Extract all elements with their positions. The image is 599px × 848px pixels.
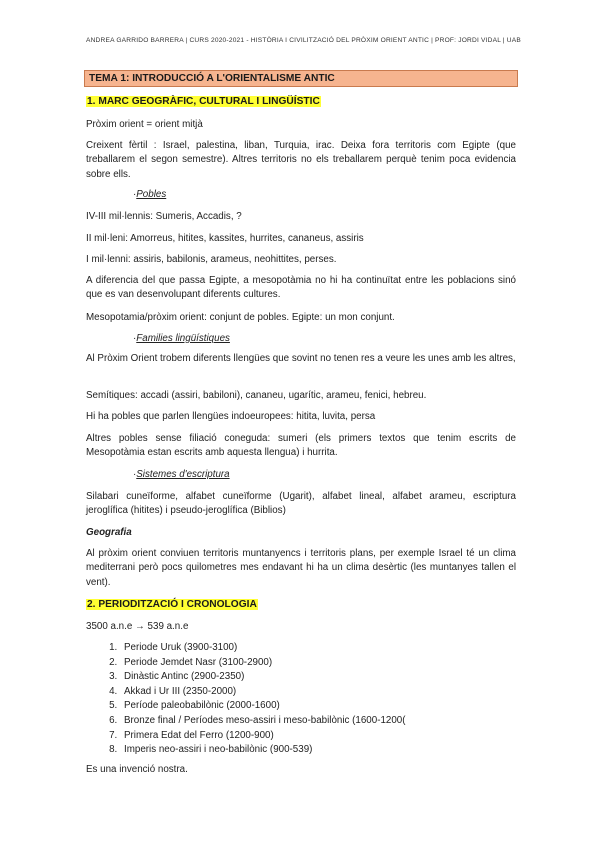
- subheading-pobles: [133, 189, 166, 200]
- subheading-sistemes-label: Sistemes d'escriptura: [136, 469, 230, 480]
- subheading-bullet: ·: [133, 469, 137, 480]
- list-item: 3. Dinàstic Antinc (2900-2350): [120, 670, 406, 685]
- section2-title: 2. PERIODITZACIÓ I CRONOLOGIA: [87, 599, 257, 610]
- paragraph-iv-iii-millennis: IV-III mil·lennis: Sumeris, Accadis, ?: [86, 211, 242, 222]
- paragraph-creixent-fertil: Creixent fèrtil : Israel, palestina, liban, Turquia, irac. Deixa fora territoris com Egipte (que treballarem el segon semestre). Altres territoris no els treballarem perquè tenim poca evidencia sobre ells.: [86, 140, 516, 180]
- tema-title-box: [84, 70, 518, 87]
- page-header: ANDREA GARRIDO BARRERA | CURS 2020-2021 - HISTÒRIA I CIVILITZACIÓ DEL PRÒXIM ORIENT ANTIC | PROF: JORDI VIDAL | UAB: [86, 37, 521, 44]
- paragraph-proxim-orient: Pròxim orient = orient mitjà: [86, 119, 203, 130]
- list-item: 4. Akkad i Ur III (2350-2000): [120, 685, 406, 700]
- subheading-families: [133, 333, 230, 344]
- subheading-families-label: Families lingüístiques: [136, 333, 230, 344]
- paragraph-silabari: Silabari cuneïforme, alfabet cuneïforme (Ugarit), alfabet lineal, alfabet arameu, escriptura jeroglífica (hitites) i pseudo-jeroglífica (Biblios): [86, 491, 516, 517]
- paragraph-mesopotamia: Mesopotamia/pròxim orient: conjunt de pobles. Egipte: un mon conjunt.: [86, 312, 395, 323]
- paragraph-geografia: Al pròxim orient conviuen territoris muntanyencs i territoris plans, per exemple Israel té un clima mediterrani però pocs quilometres mes endavant hi ha un clima desèrtic (les muntanyes tallen el vent).: [86, 548, 516, 588]
- paragraph-llengues: Al Pròxim Orient trobem diferents llengües que sovint no tenen res a veure les unes amb les altres,: [86, 353, 516, 364]
- list-item: 2. Periode Jemdet Nasr (3100-2900): [120, 656, 406, 671]
- subheading-sistemes: [133, 469, 230, 480]
- section1-title: 1. MARC GEOGRÀFIC, CULTURAL I LINGÜÍSTIC: [87, 96, 320, 107]
- subheading-bullet: ·: [133, 189, 137, 200]
- paragraph-i-millenni: I mil·lenni: assiris, babilonis, arameus, neohittites, perses.: [86, 254, 337, 265]
- tema-title: TEMA 1: INTRODUCCIÓ A L'ORIENTALISME ANTIC: [89, 72, 335, 84]
- list-item: 6. Bronze final / Períodes meso-assiri i meso-babilònic (1600-1200(: [120, 714, 406, 729]
- paragraph-altres-pobles: Altres pobles sense filiació coneguda: sumeri (els primers textos que tenim escrits de Mesopotàmia estan escrits amb aquesta llengua) i hurrita.: [86, 433, 516, 459]
- subheading-pobles-label: Pobles: [136, 189, 167, 200]
- subheading-bullet: ·: [133, 333, 137, 344]
- paragraph-invencio: Es una invenció nostra.: [86, 764, 188, 775]
- periods-list: [104, 641, 406, 758]
- list-item: 1. Periode Uruk (3900-3100): [120, 641, 406, 656]
- heading-geografia: Geografia: [86, 527, 132, 538]
- paragraph-semitiques: Semítiques: accadi (assiri, babiloni), cananeu, ugarític, arameu, fenici, hebreu.: [86, 390, 427, 401]
- paragraph-date-range: 3500 a.n.e → 539 a.n.e: [86, 621, 189, 632]
- list-item: 5. Període paleobabilònic (2000-1600): [120, 699, 406, 714]
- paragraph-ii-millenni: II mil·leni: Amorreus, hitites, kassites, hurrites, cananeus, assiris: [86, 233, 364, 244]
- paragraph-indoeuropees: Hi ha pobles que parlen llengües indoeuropees: hitita, luvita, persa: [86, 411, 376, 422]
- list-item: 7. Primera Edat del Ferro (1200-900): [120, 729, 406, 744]
- list-item: 8. Imperis neo-assiri i neo-babilònic (900-539): [120, 743, 406, 758]
- paragraph-diferencia-egipte: A diferencia del que passa Egipte, a mesopotàmia no hi ha continuïtat entre les poblacions sinó que es van desenvolupant diferents cultures.: [86, 275, 516, 301]
